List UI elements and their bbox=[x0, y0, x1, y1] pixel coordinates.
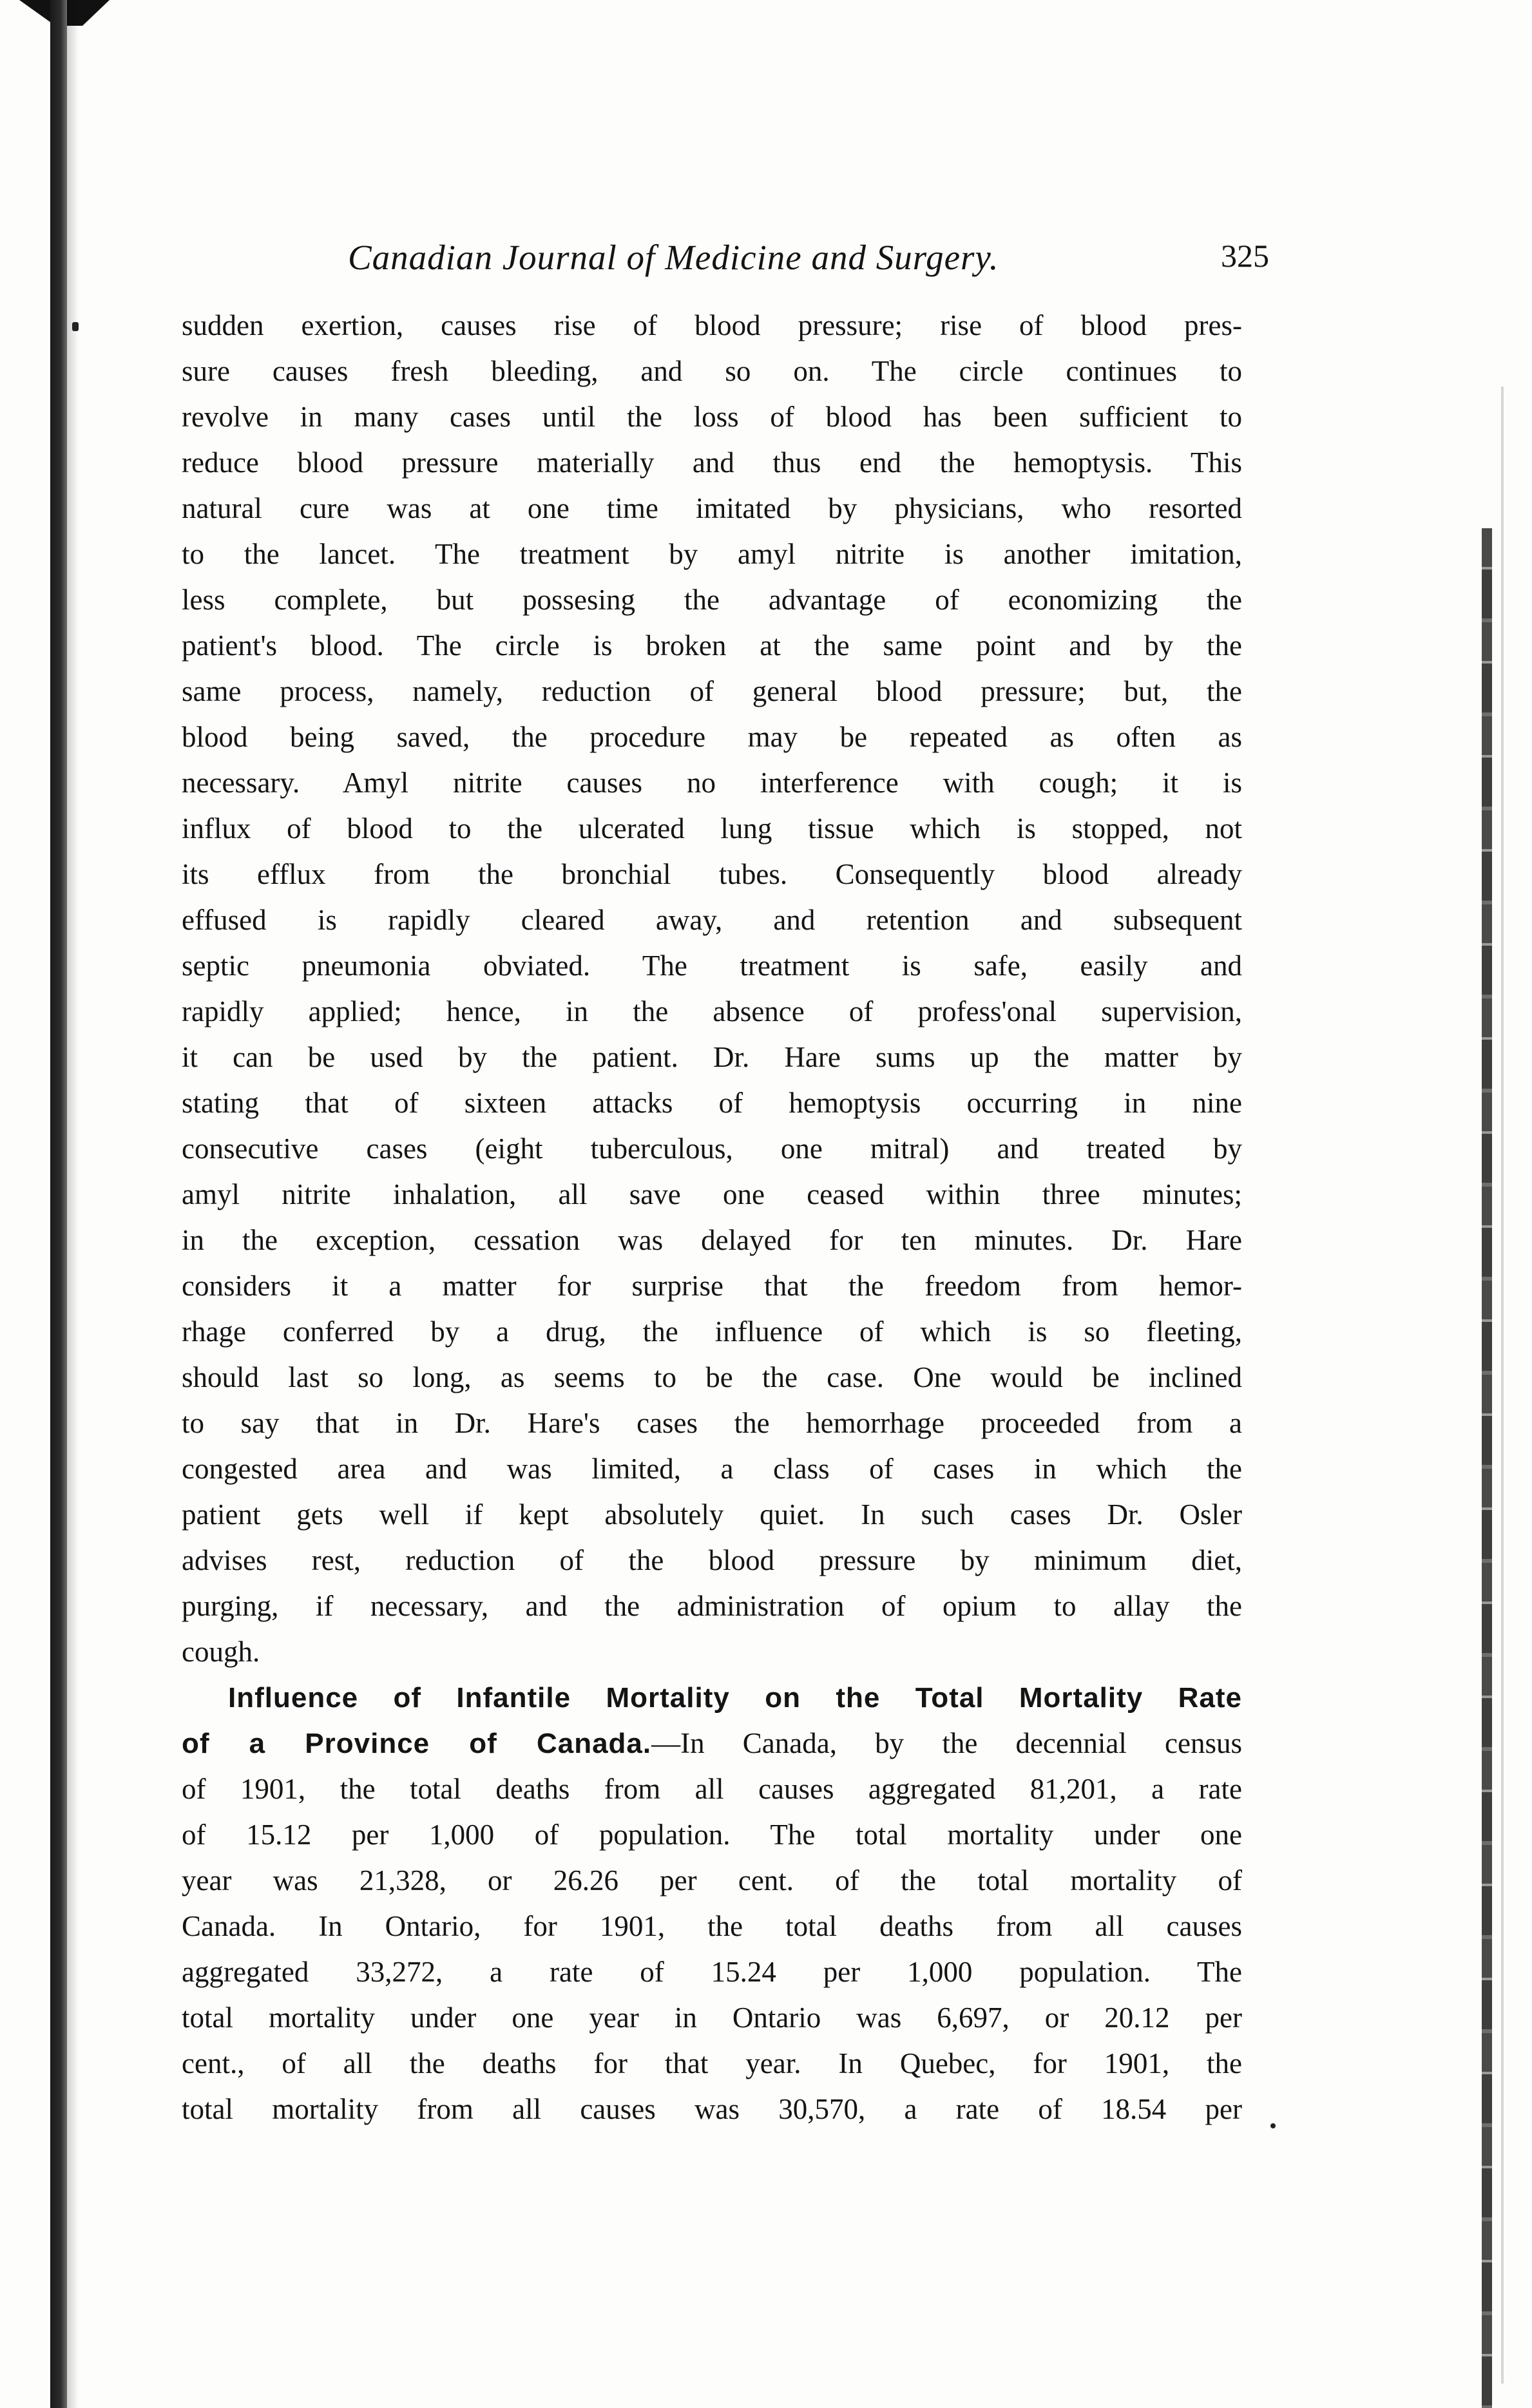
text-line: aggregated 33,272, a rate of 15.24 per 1,000 population. The bbox=[182, 1956, 1242, 1988]
binding-fade bbox=[67, 0, 79, 2408]
binding-mark bbox=[72, 322, 79, 331]
text-line: advises rest, reduction of the blood pressure by minimum diet, bbox=[182, 1544, 1242, 1576]
text-line: total mortality from all causes was 30,570, a rate of 18.54 per bbox=[182, 2093, 1242, 2125]
text-line: stating that of sixteen attacks of hemoptysis occurring in nine bbox=[182, 1087, 1242, 1119]
text-line: consecutive cases (eight tuberculous, one mitral) and treated by bbox=[182, 1132, 1242, 1165]
text-line: to the lancet. The treatment by amyl nitrite is another imitation, bbox=[182, 538, 1242, 570]
text-line: considers it a matter for surprise that the freedom from hemor- bbox=[182, 1270, 1242, 1302]
text-line: patient gets well if kept absolutely quiet. In such cases Dr. Osler bbox=[182, 1498, 1242, 1531]
text-line: year was 21,328, or 26.26 per cent. of the total mortality of bbox=[182, 1864, 1242, 1897]
running-title: Canadian Journal of Medicine and Surgery. bbox=[348, 238, 999, 277]
paragraph-amyl-nitrite bbox=[182, 303, 1242, 1675]
running-header bbox=[348, 237, 1269, 289]
text-line: patient's blood. The circle is broken at the same point and by the bbox=[182, 629, 1242, 662]
binding-shadow bbox=[50, 0, 67, 2408]
text-fragment: —In Canada, by the decennial census bbox=[651, 1727, 1242, 1759]
page-number: 325 bbox=[1221, 238, 1269, 274]
paragraph-infantile-mortality bbox=[182, 1675, 1242, 2132]
text-line: effused is rapidly cleared away, and retention and subsequent bbox=[182, 904, 1242, 936]
section-heading-line bbox=[182, 1675, 1242, 1721]
text-line: rhage conferred by a drug, the influence of which is so fleeting, bbox=[182, 1315, 1242, 1348]
text-line: should last so long, as seems to be the case. One would be inclined bbox=[182, 1361, 1242, 1393]
text-line: influx of blood to the ulcerated lung tissue which is stopped, not bbox=[182, 812, 1242, 845]
section-title: Influence of Infantile Mortality on the Total Mortality Rate bbox=[228, 1682, 1242, 1714]
text-line: rapidly applied; hence, in the absence of profess'onal supervision, bbox=[182, 995, 1242, 1027]
text-line: sure causes fresh bleeding, and so on. The circle continues to bbox=[182, 355, 1242, 387]
section-heading-continuation bbox=[182, 1721, 1242, 1766]
text-line: less complete, but possesing the advantage of economizing the bbox=[182, 584, 1242, 616]
text-line: in the exception, cessation was delayed for ten minutes. Dr. Hare bbox=[182, 1224, 1242, 1256]
text-line: natural cure was at one time imitated by physicians, who resorted bbox=[182, 492, 1242, 524]
text-line: amyl nitrite inhalation, all save one ceased within three minutes; bbox=[182, 1178, 1242, 1210]
text-line: same process, namely, reduction of general blood pressure; but, the bbox=[182, 675, 1242, 707]
text-line: sudden exertion, causes rise of blood pressure; rise of blood pres- bbox=[182, 309, 1242, 341]
section-title-continued: of a Province of Canada. bbox=[182, 1728, 652, 1759]
text-line: cent., of all the deaths for that year. In Quebec, for 1901, the bbox=[182, 2047, 1242, 2079]
text-line: to say that in Dr. Hare's cases the hemorrhage proceeded from a bbox=[182, 1407, 1242, 1439]
text-line: purging, if necessary, and the administration of opium to allay the bbox=[182, 1590, 1242, 1622]
text-line: of 15.12 per 1,000 of population. The total mortality under one bbox=[182, 1819, 1242, 1851]
text-line: it can be used by the patient. Dr. Hare sums up the matter by bbox=[182, 1041, 1242, 1073]
text-line: its efflux from the bronchial tubes. Consequently blood already bbox=[182, 858, 1242, 890]
stray-mark bbox=[1270, 2123, 1276, 2128]
page-edge-shadow bbox=[1482, 528, 1492, 2408]
text-line: cough. bbox=[182, 1636, 260, 1668]
text-line: total mortality under one year in Ontario was 6,697, or 20.12 per bbox=[182, 2002, 1242, 2034]
text-line: of 1901, the total deaths from all causes aggregated 81,201, a rate bbox=[182, 1773, 1242, 1805]
text-line: reduce blood pressure materially and thus end the hemoptysis. This bbox=[182, 446, 1242, 479]
text-line: septic pneumonia obviated. The treatment is safe, easily and bbox=[182, 950, 1242, 982]
text-line: revolve in many cases until the loss of blood has been sufficient to bbox=[182, 401, 1242, 433]
text-line: necessary. Amyl nitrite causes no interference with cough; it is bbox=[182, 767, 1242, 799]
page-edge-line bbox=[1501, 387, 1504, 2384]
text-line: congested area and was limited, a class of cases in which the bbox=[182, 1453, 1242, 1485]
text-line: Canada. In Ontario, for 1901, the total deaths from all causes bbox=[182, 1910, 1242, 1942]
text-line: blood being saved, the procedure may be repeated as often as bbox=[182, 721, 1242, 753]
article-body bbox=[182, 303, 1242, 2132]
